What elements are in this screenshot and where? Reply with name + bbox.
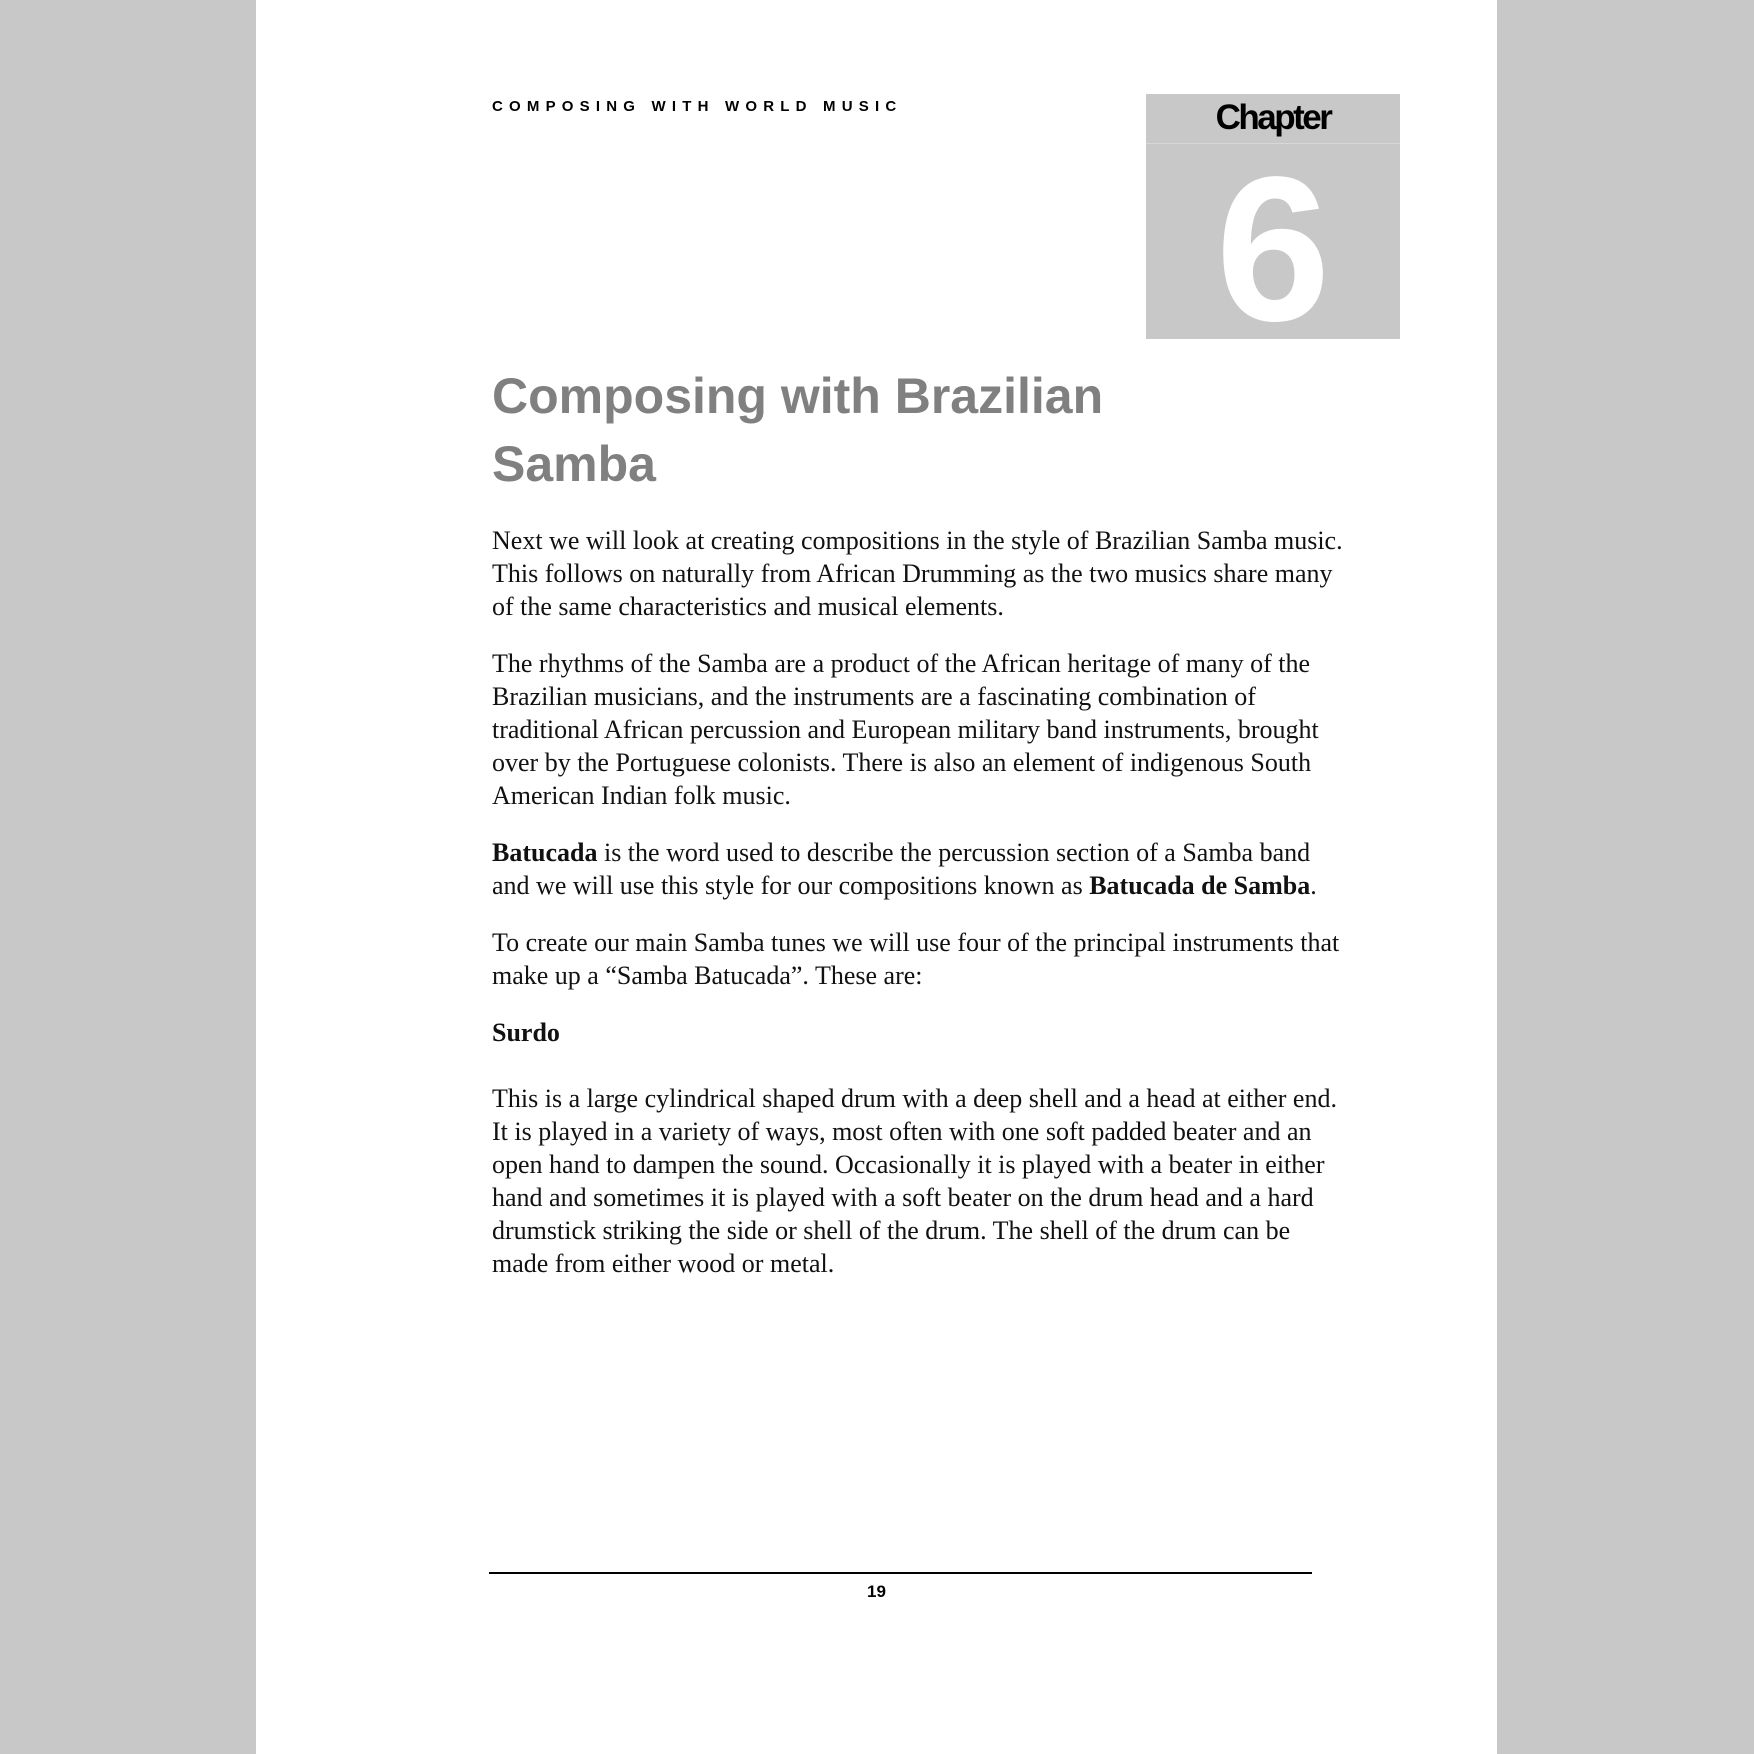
paragraph-batucada-text-1: is the word used to describe the percussion section of a Samba band and we will use this style for our compositions known as [492,838,1311,900]
paragraph-batucada-text-2: . [1310,871,1317,900]
chapter-title [492,362,1272,498]
paragraph-intro: Next we will look at creating compositions in the style of Brazilian Samba music. This follows on naturally from African Drumming as the two musics share many of the same characteristics and musical elements. [492,526,1343,621]
chapter-title-line-2: Samba [492,436,656,492]
document-page [256,0,1497,1754]
chapter-title-line-1: Composing with Brazilian [492,368,1104,424]
section-heading-surdo-text: Surdo [492,1018,560,1047]
section-heading-surdo [492,1016,1352,1049]
paragraph-instruments: To create our main Samba tunes we will use four of the principal instruments that make up a “Samba Batucada”. These are: [492,928,1340,990]
running-header: COMPOSING WITH WORLD MUSIC [492,98,903,115]
term-batucada: Batucada [492,838,598,867]
paragraph-rhythms: The rhythms of the Samba are a product of the African heritage of many of the Brazilian musicians, and the instruments are a fascinating combination of traditional African percussion and European military band instruments, brought over by the Portuguese colonists. There is also an element of indigenous South American Indian folk music. [492,649,1319,810]
term-batucada-de-samba: Batucada de Samba [1089,871,1311,900]
paragraph-surdo: This is a large cylindrical shaped drum with a deep shell and a head at either end. It is played in a variety of ways, most often with one soft padded beater and an open hand to dampen the sound. Occasionally it is played with a beater in either hand and sometimes it is played with a soft beater on the drum head and a hard drumstick striking the side or shell of the drum. The shell of the drum can be made from either wood or metal. [492,1084,1337,1278]
page-number: 19 [867,1582,886,1601]
body-text [492,524,1352,1304]
chapter-box [1146,94,1400,364]
paragraph-batucada [492,836,1352,902]
chapter-number: 6 [1215,134,1331,364]
chapter-label: Chapter [1215,98,1331,137]
footer-rule [489,1572,1312,1574]
